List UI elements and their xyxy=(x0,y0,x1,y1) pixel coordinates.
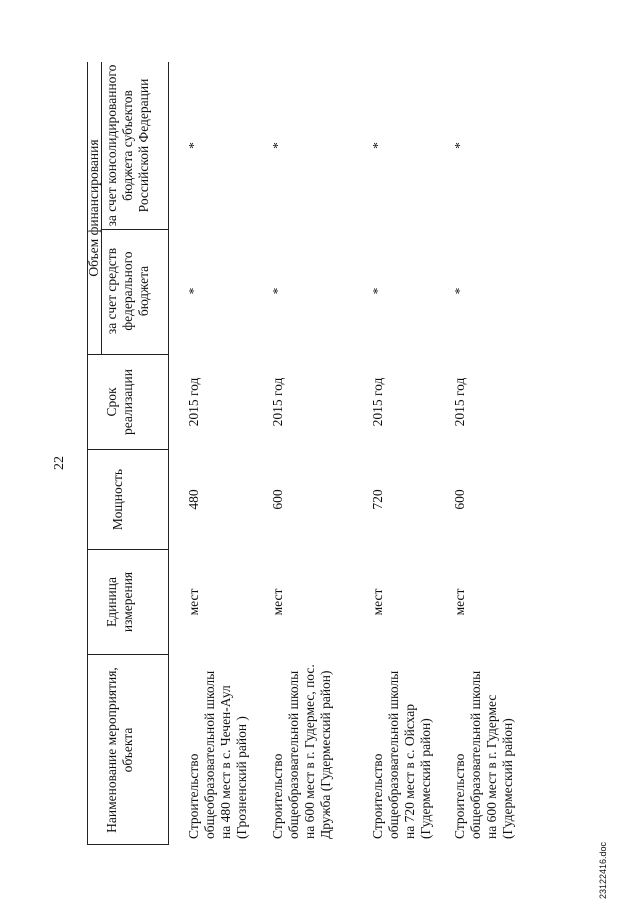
header-name: Наименование мероприятия, объекта xyxy=(104,667,135,833)
row-4-capacity: 600 xyxy=(452,489,467,510)
col-divider-3 xyxy=(87,449,169,450)
header-capacity: Мощность xyxy=(110,468,125,531)
header-federal: за счет средств федерального бюджета xyxy=(104,247,151,335)
row-1-capacity: 480 xyxy=(186,489,201,510)
row-2-capacity: 600 xyxy=(270,489,285,510)
row-3-capacity: 720 xyxy=(370,489,385,510)
col-divider-2 xyxy=(87,549,169,550)
row-4-name: Строительство общеобразовательной школы на 600 мест в г. Гудермес (Гудермеский район) xyxy=(452,670,515,839)
table-left-border xyxy=(87,844,169,845)
document-id: 23122416.doc xyxy=(598,841,608,899)
row-3-federal: * xyxy=(370,287,385,295)
row-3-name: Строительство общеобразовательной школы на 720 мест в с. Ойсхар (Гудермеский район) xyxy=(370,670,433,839)
row-4-period: 2015 год xyxy=(452,377,467,427)
page-number: 22 xyxy=(52,456,67,470)
header-bottom-border xyxy=(168,62,169,845)
row-2-unit: мест xyxy=(270,588,285,616)
header-regional: за счет консолидированного бюджета субъектов Российской Федерации xyxy=(104,64,151,227)
col-divider-1 xyxy=(87,654,169,655)
col-divider-5 xyxy=(101,229,169,230)
row-2-regional: * xyxy=(270,142,285,149)
row-1-name: Строительство общеобразовательной школы на 480 мест в с. Чечен-Аул (Грозненский район ) xyxy=(186,670,249,839)
row-2-name: Строительство общеобразовательной школы на 600 мест в г. Гудермес, пос. Дружба (Гудермеский район) xyxy=(270,664,333,839)
row-3-period: 2015 год xyxy=(370,377,385,427)
header-period: Срок реализации xyxy=(104,369,135,435)
row-1-regional: * xyxy=(186,142,201,149)
row-4-federal: * xyxy=(452,287,467,295)
row-4-regional: * xyxy=(452,142,467,149)
header-funding: Объем финансирования xyxy=(86,139,101,277)
row-1-federal: * xyxy=(186,287,201,295)
row-2-period: 2015 год xyxy=(270,377,285,427)
row-3-regional: * xyxy=(370,142,385,149)
row-4-unit: мест xyxy=(452,588,467,616)
row-1-unit: мест xyxy=(186,588,201,616)
row-2-federal: * xyxy=(270,287,285,295)
header-unit: Единица измерения xyxy=(104,571,135,633)
row-1-period: 2015 год xyxy=(186,377,201,427)
row-3-unit: мест xyxy=(370,588,385,616)
col-divider-4 xyxy=(87,354,169,355)
